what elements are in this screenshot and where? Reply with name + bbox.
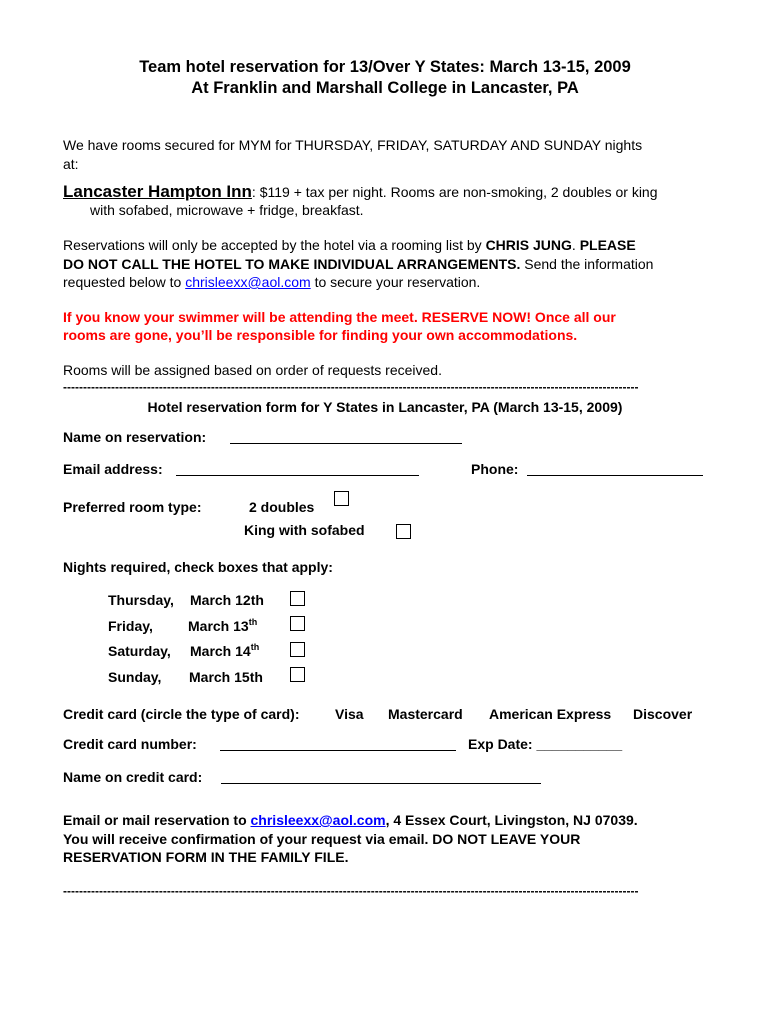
hotel-desc-1: : $119 + tax per night. Rooms are non-smoking, 2 doubles or king	[251, 184, 658, 200]
card-type-label: Credit card (circle the type of card):	[63, 706, 300, 722]
night-date: March 12th	[190, 592, 264, 608]
phone-label: Phone:	[471, 461, 519, 477]
form-heading: Hotel reservation form for Y States in Lancaster, PA (March 13-15, 2009)	[147, 399, 623, 415]
card-type-discover[interactable]: Discover	[633, 706, 693, 722]
card-number-label: Credit card number:	[63, 736, 197, 752]
footer-line-1	[63, 812, 638, 828]
room-option-doubles: 2 doubles	[249, 499, 315, 515]
saturday-checkbox[interactable]	[290, 642, 305, 657]
contact-name: CHRIS JUNG	[485, 237, 572, 253]
night-day: Saturday,	[108, 643, 171, 659]
name-label: Name on reservation:	[63, 429, 207, 445]
reservation-text: Reservations will only be accepted by the hotel via a rooming list by	[63, 237, 486, 253]
king-checkbox[interactable]	[396, 524, 411, 539]
warning-line-1: If you know your swimmer will be attending the meet. RESERVE NOW! Once all our	[63, 309, 616, 325]
do-not-call-text: DO NOT CALL THE HOTEL TO MAKE INDIVIDUAL ARRANGEMENTS.	[63, 256, 521, 272]
footer-address: , 4 Essex Court, Livingston, NJ 07039.	[385, 812, 638, 828]
friday-checkbox[interactable]	[290, 616, 305, 631]
sunday-checkbox[interactable]	[290, 667, 305, 682]
nights-label: Nights required, check boxes that apply:	[63, 559, 333, 575]
reservation-text: .	[571, 237, 580, 253]
doubles-checkbox[interactable]	[334, 491, 349, 506]
assignment-note: Rooms will be assigned based on order of requests received.	[63, 362, 442, 378]
phone-input[interactable]	[527, 475, 703, 476]
night-date: March 15th	[189, 669, 263, 685]
night-day: Thursday,	[108, 592, 174, 608]
footer-text: Email or mail reservation to	[63, 812, 251, 828]
card-name-label: Name on credit card:	[63, 769, 203, 785]
card-type-amex[interactable]: American Express	[489, 706, 612, 722]
night-date: March 14th	[190, 642, 260, 659]
room-type-label: Preferred room type:	[63, 499, 202, 515]
card-type-mastercard[interactable]: Mastercard	[388, 706, 463, 722]
exp-date-field[interactable]: Exp Date: ___________	[468, 736, 623, 752]
email-label: Email address:	[63, 461, 163, 477]
night-day: Friday,	[108, 618, 153, 634]
hotel-name: Lancaster Hampton Inn	[63, 182, 252, 201]
name-input[interactable]	[230, 443, 462, 444]
reservation-info-line-3	[63, 274, 480, 290]
room-option-king: King with sofabed	[244, 522, 365, 538]
divider-top: ------------------------------------------------------------------------------------------------------------------------------------------------	[63, 380, 639, 394]
email-link[interactable]: chrisleexx@aol.com	[185, 274, 311, 290]
night-day: Sunday,	[108, 669, 162, 685]
intro-line-2: at:	[63, 156, 79, 172]
reservation-text: Send the information	[520, 256, 654, 272]
hotel-line	[63, 182, 658, 202]
card-type-visa[interactable]: Visa	[335, 706, 364, 722]
divider-bottom: ------------------------------------------------------------------------------------------------------------------------------------------------	[63, 884, 639, 898]
card-name-input[interactable]	[221, 783, 541, 784]
card-number-input[interactable]	[220, 750, 456, 751]
intro-line-1: We have rooms secured for MYM for THURSDAY, FRIDAY, SATURDAY AND SUNDAY nights	[63, 137, 643, 153]
hotel-desc-2: with sofabed, microwave + fridge, breakfast.	[90, 202, 364, 218]
thursday-checkbox[interactable]	[290, 591, 305, 606]
reservation-text: to secure your reservation.	[310, 274, 481, 290]
page-title: Team hotel reservation for 13/Over Y States: March 13-15, 2009	[139, 58, 631, 76]
reservation-info-line-1	[63, 237, 636, 253]
page-subtitle: At Franklin and Marshall College in Lancaster, PA	[191, 79, 579, 97]
email-input[interactable]	[176, 475, 419, 476]
footer-email-link[interactable]: chrisleexx@aol.com	[250, 812, 386, 828]
please-text: PLEASE	[579, 237, 636, 253]
warning-line-2: rooms are gone, you’ll be responsible for finding your own accommodations.	[63, 327, 578, 343]
footer-line-2: You will receive confirmation of your request via email. DO NOT LEAVE YOUR	[63, 831, 581, 847]
night-date: March 13th	[188, 617, 258, 634]
reservation-text: requested below to	[63, 274, 186, 290]
reservation-info-line-2	[63, 256, 653, 272]
footer-line-3: RESERVATION FORM IN THE FAMILY FILE.	[63, 849, 349, 865]
